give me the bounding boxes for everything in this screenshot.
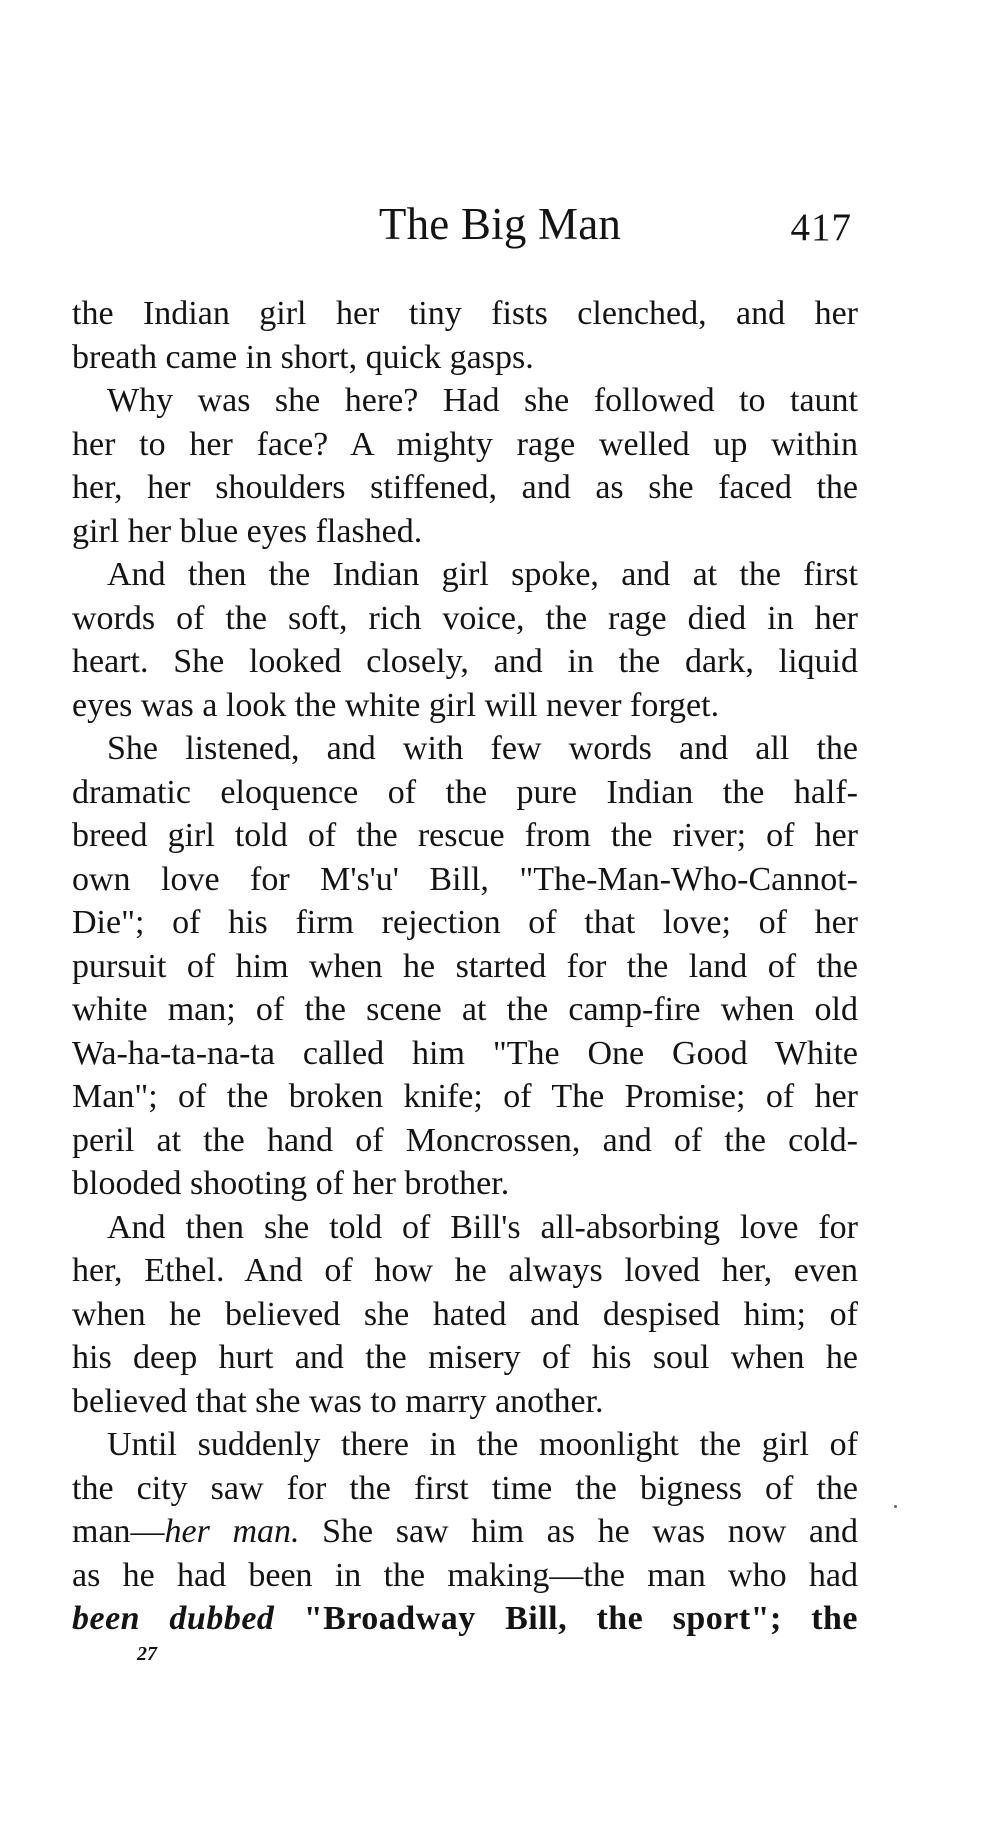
- text-line: as he had been in the making—the man who had: [72, 1556, 858, 1594]
- text-line: Why was she here? Had she followed to taunt: [107, 382, 858, 419]
- text-line: girl her blue eyes flashed.: [72, 512, 423, 550]
- paragraph-6: [72, 1423, 858, 1641]
- text-line: when he believed she hated and despised him; of: [72, 1295, 858, 1333]
- text-line: breed girl told of the rescue from the river; of her: [72, 817, 858, 854]
- text-line: And then the Indian girl spoke, and at the first: [107, 556, 858, 593]
- text-line: words of the soft, rich voice, the rage died in her: [72, 599, 858, 637]
- text-line: her to her face? A mighty rage welled up within: [72, 425, 858, 463]
- paragraph-1: [72, 292, 858, 379]
- text-line: heart. She looked closely, and in the dark, liquid: [72, 643, 858, 680]
- text-line: [72, 1597, 858, 1641]
- paragraph-3: [72, 553, 858, 727]
- text-line: [72, 1510, 858, 1554]
- chapter-title: The Big Man: [378, 199, 622, 249]
- text-line: blooded shooting of her brother.: [72, 1165, 510, 1202]
- ink-speck: [894, 1505, 897, 1508]
- text-line: the city saw for the first time the bigness of the: [72, 1469, 858, 1507]
- text-line: eyes was a look the white girl will never forget.: [72, 686, 720, 724]
- text-line: Man"; of the broken knife; of The Promise; of her: [72, 1078, 858, 1115]
- text-line: the Indian girl her tiny fists clenched, and her: [72, 295, 858, 332]
- text-line: his deep hurt and the misery of his soul when he: [72, 1339, 858, 1376]
- signature-mark: 27: [137, 1643, 157, 1665]
- running-head: [0, 196, 1000, 252]
- paragraph-5: [72, 1206, 858, 1424]
- text-line: her, her shoulders stiffened, and as she faced the: [72, 469, 858, 506]
- emphasized-text: been dubbed: [72, 1600, 275, 1637]
- text-line: Die"; of his firm rejection of that love; of her: [72, 904, 858, 941]
- text-line: She listened, and with few words and all the: [107, 730, 858, 767]
- text-line: pursuit of him when he started for the land of the: [72, 947, 858, 985]
- paragraph-2: [72, 379, 858, 553]
- text-line: Wa-ha-ta-na-ta called him "The One Good White: [72, 1034, 858, 1072]
- emphasized-text: her man.: [164, 1513, 300, 1550]
- text-line: dramatic eloquence of the pure Indian the half-: [72, 773, 858, 811]
- text-line: Until suddenly there in the moonlight the girl of: [107, 1426, 858, 1463]
- text-line: breath came in short, quick gasps.: [72, 338, 534, 376]
- page-number: 417: [790, 206, 852, 249]
- text-line: own love for M's'u' Bill, "The-Man-Who-Cannot-: [72, 860, 858, 898]
- text-fragment: man—: [72, 1513, 165, 1550]
- body-text: [72, 292, 858, 1641]
- text-line: And then she told of Bill's all-absorbing love for: [107, 1208, 858, 1246]
- text-fragment: "Broadway Bill, the sport"; the: [274, 1600, 859, 1637]
- text-line: peril at the hand of Moncrossen, and of the cold-: [72, 1121, 858, 1159]
- paragraph-4: [72, 727, 858, 1206]
- text-line: believed that she was to marry another.: [72, 1382, 604, 1420]
- text-line: her, Ethel. And of how he always loved her, even: [72, 1252, 858, 1289]
- text-fragment: She saw him as he was now and: [299, 1513, 858, 1550]
- text-line: white man; of the scene at the camp-fire when old: [72, 991, 858, 1028]
